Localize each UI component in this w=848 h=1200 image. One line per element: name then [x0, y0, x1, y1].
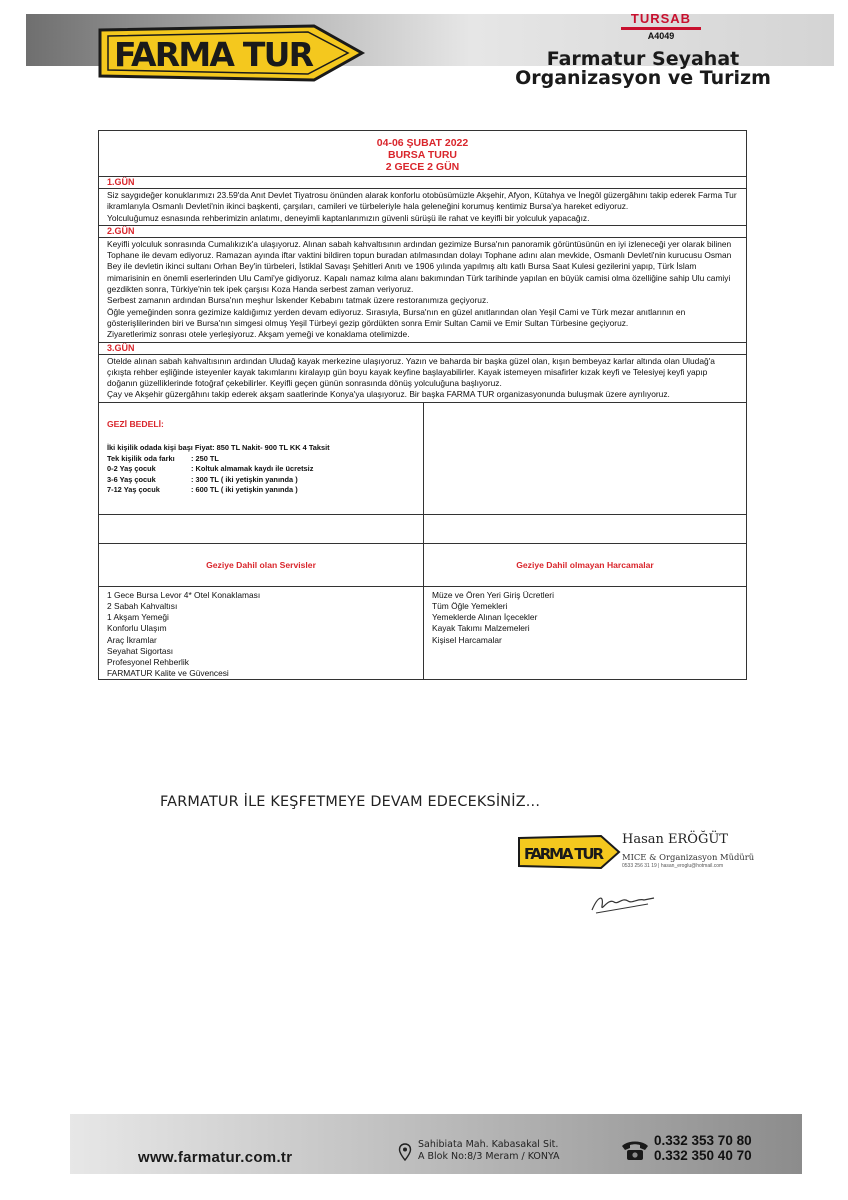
included-item: Profesyonel Rehberlik: [107, 656, 189, 667]
day-1-body: [99, 189, 746, 226]
pricing-label: Tek kişilik oda farkı: [107, 453, 175, 463]
footer-phones: [654, 1133, 752, 1163]
spacer-row: [99, 515, 746, 544]
pricing-value: : 250 TL: [191, 453, 219, 463]
day-2-paragraph: Ziyaretlerimiz sonrası otele yerleşiyoruz. Akşam yemeği ve konaklama otelimizde.: [107, 329, 410, 340]
excluded-item: Kişisel Harcamalar: [432, 634, 502, 645]
pricing-row: [99, 403, 746, 515]
excluded-item: Tüm Öğle Yemekleri: [432, 600, 508, 611]
footer-address: [418, 1139, 560, 1163]
phone-number-1[interactable]: 0.332 353 70 80: [654, 1133, 752, 1148]
spacer-cell: [99, 515, 424, 543]
day-2-body: [99, 238, 746, 343]
spacer-cell: [424, 515, 746, 543]
signatory-contact: 0533 256 31 19 | hasan_eroglu@hotmail.com: [622, 863, 724, 869]
phone-number-2[interactable]: 0.332 350 40 70: [654, 1148, 752, 1163]
telephone-icon: [620, 1138, 650, 1162]
pricing-cell: [99, 403, 424, 514]
included-item: 2 Sabah Kahvaltısı: [107, 600, 178, 611]
address-line-2: A Blok No:8/3 Meram / KONYA: [418, 1151, 560, 1162]
included-item: Seyahat Sigortası: [107, 645, 174, 656]
pricing-empty-cell: [424, 403, 746, 514]
footer-website[interactable]: www.farmatur.com.tr: [138, 1149, 293, 1166]
tour-title-block: [99, 131, 746, 177]
signatory-title: MICE & Organizasyon Müdürü: [622, 852, 755, 862]
day-2-heading: 2.GÜN: [99, 226, 746, 238]
included-item: Araç İkramlar: [107, 634, 157, 645]
day-3-heading: 3.GÜN: [99, 343, 746, 355]
handwritten-signature: [588, 888, 658, 916]
pricing-title: GEZİ BEDELİ:: [107, 418, 164, 429]
pricing-value: : 600 TL ( iki yetişkin yanında ): [191, 485, 298, 495]
pricing-value: : Koltuk almamak kaydı ile ücretsiz: [191, 464, 314, 474]
pricing-item: [107, 454, 415, 465]
pricing-item: [107, 464, 415, 475]
tour-dates: 04-06 ŞUBAT 2022: [376, 137, 469, 149]
services-header-row: [99, 544, 746, 587]
pricing-item: [107, 475, 415, 486]
day-2-paragraph: Serbest zamanın ardından Bursa'nın meşhur İskender Kebabını tatmak üzere restoranımıza geçiyoruz.: [107, 295, 489, 306]
excluded-list: [424, 587, 746, 679]
tour-duration: 2 GECE 2 GÜN: [385, 161, 460, 173]
address-line-1: Sahibiata Mah. Kabasakal Sit.: [418, 1139, 559, 1150]
included-item: FARMATUR Kalite ve Güvencesi: [107, 668, 229, 679]
day-1-paragraph: Siz saygıdeğer konuklarımızı 23.59'da Anıt Devlet Tiyatrosu önünden alarak konforlu otobüsümüzle Akşehir, Afyon, Kütahya ve İnegöl güzergâhını takip ederek Farma Tur ikramlarıyla Osmanlı Devleti'nin ikinci başkenti, çarşıları, camileri ve türbeleriyle hala geleneğini korumuş kentimiz Bursa'ya hareket ediyoruz.: [107, 190, 737, 212]
excluded-item: Müze ve Ören Yeri Giriş Ücretleri: [432, 589, 554, 600]
pricing-label: 7-12 Yaş çocuk: [107, 485, 160, 495]
included-item: 1 Akşam Yemeği: [107, 612, 169, 623]
tursab-badge: [615, 12, 707, 41]
day-1-heading: 1.GÜN: [99, 177, 746, 189]
excluded-item: Kayak Takımı Malzemeleri: [432, 623, 530, 634]
signatory-logo: [517, 834, 621, 870]
excluded-item: Yemeklerde Alınan İçecekler: [432, 612, 538, 623]
pricing-label: 0-2 Yaş çocuk: [107, 464, 156, 474]
tursab-stripe: [621, 27, 701, 30]
day-2-paragraph: Keyifli yolculuk sonrasında Cumalıkızık'a ulaşıyoruz. Alınan sabah kahvaltısının ardından gezimize Bursa'nın panoramik görüntüsünün en iyi izleneceği yer olarak bilinen Tophane ile devam ediyoruz. Ramazan ayında iftar vaktini bildiren topun buradan atılmasından dolayı Tophane adını alan mevkide, Osmanlı Devleti'nin kurucusu Osman Bey ile devletin ikinci sultanı Orhan Bey'in türbeleri, İstiklal Savaşı Şehitleri Anıtı ve 1906 yılında yapılmış altı katlı Bursa Saat Kulesi gezilerini yapıp, Türk İslam mimarisinin en önemli eserlerinden Ulu Cami'ye gidiyoruz. Kapalı namaz kılma alanı bakımından Türk tarihinde yapılan en büyük camisi olma özelliğine sahip Ulu camiyi gezdikten sonra, Türkiye'nin tek ipek çarşısı Koza Handa serbest zaman veriyoruz.: [107, 238, 732, 295]
logo-text: FARMA TUR: [114, 35, 314, 74]
day-1-paragraph: Yolculuğumuz esnasında rehberimizin anlatımı, deneyimli kaptanlarımızın güvenli sürüşü ile rahat ve keyifli bir yolculuk yapacağız.: [107, 212, 590, 223]
included-title: Geziye Dahil olan Servisler: [99, 544, 424, 586]
included-item: Konforlu Ulaşım: [107, 623, 167, 634]
day-3-paragraph: Çay ve Akşehir güzergâhını takip ederek akşam saatlerinde Konya'ya ulaşıyoruz. Bir başka FARMA TUR organizasyonunda buluşmak üzere ayrılıyoruz.: [107, 389, 670, 400]
tursab-name: TURSAB: [630, 11, 692, 26]
location-pin-icon: [398, 1143, 412, 1161]
company-line-2: Organizasyon ve Turizm: [515, 67, 771, 89]
pricing-main-line: İki kişilik odada kişi başı Fiyat: 850 TL Nakit- 900 TL KK 4 Taksit: [107, 443, 330, 453]
company-name: [470, 50, 816, 88]
farmatur-logo: [96, 20, 366, 86]
signatory-name: Hasan ERÖĞÜT: [622, 832, 728, 847]
day-3-paragraph: Otelde alınan sabah kahvaltısının ardından Uludağ kayak merkezine ulaşıyoruz. Yazın ve baharda bir başka güzel olan, kışın bembeyaz karlar altında olan Uludağ'a çıkışta rehber eşliğinde isteyenler kayak takımlarını kiralayıp gün boyu kayak keyfine başlayabilirler. Kayak istemeyen misafirler kızak keyfi ve Telesiyej keyfi yapıp doğanın güzelliklerinde fotoğraf çekebilirler. Keyifli geçen günün sonrasında dönüş yolculuğuna başlıyoruz.: [107, 355, 715, 389]
included-list: [99, 587, 424, 679]
day-3-body: [99, 355, 746, 403]
excluded-title: Geziye Dahil olmayan Harcamalar: [516, 559, 654, 570]
services-list-row: [99, 587, 746, 679]
tour-program-table: [98, 130, 747, 680]
tursab-code: A4049: [647, 31, 675, 41]
closing-slogan: FARMATUR İLE KEŞFETMEYE DEVAM EDECEKSİNİZ...: [160, 794, 541, 810]
pricing-value: : 300 TL ( iki yetişkin yanında ): [191, 474, 298, 484]
day-2-paragraph: Öğle yemeğinden sonra gezimize kaldığımız yerden devam ediyoruz. Sırasıyla, Bursa'nın en güzel anıtlarından olan Yeşil Cami ve Türk mezar anıtlarının en gösterişlilerinden biri ve Bursa'nın simgesi olmuş Yeşil Türbeyi gezip gördükten sonra Emir Sultan Camii ve Emir Sultan Türbesine geçiyoruz.: [107, 306, 686, 328]
company-line-1: Farmatur Seyahat: [546, 48, 740, 70]
pricing-item: [107, 485, 415, 496]
pricing-label: 3-6 Yaş çocuk: [107, 474, 156, 484]
tour-name: BURSA TURU: [387, 149, 458, 161]
signatory-logo-text: FARMA TUR: [524, 845, 604, 863]
included-item: 1 Gece Bursa Levor 4* Otel Konaklaması: [107, 589, 261, 600]
